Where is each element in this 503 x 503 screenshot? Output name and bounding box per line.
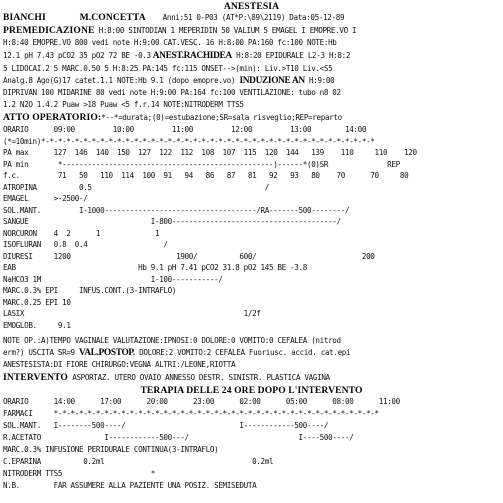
intervento-line [3, 373, 330, 383]
atto-line [3, 113, 342, 123]
op-row: LASIX 1/2f [3, 309, 261, 318]
note-line-1: NOTE OP.:A)TEMPO VAGINALE VALUTAZIONE:IPNOSI:0 DOLORE:0 VOMITO:0 CEFALEA (nitrod [3, 336, 341, 345]
op-row: f.c. 71 50 110 114 100 91 94 86 87 81 92 93 80 70 70 80 [3, 171, 409, 180]
premed-text-1: H:8:00 SINTODIAN 1 MEPERIDIN 50 VALIUM 5 EMAGEL I EMOPRE.VO I [94, 26, 357, 35]
premed-text-3a: 12.1 pH 7.43 pCO2 35 pO2 72 BE -0.3 [3, 51, 151, 60]
premed-label: PREMEDICAZIONE [3, 25, 95, 36]
therapy-row: FARMACI *-*-*-*-*-*-*-*-*-*-*-*-*-*-*-*-*-*-*-*-*-*-*-*-*-*-*-*-*-*-*-*-*-*-*-*-*-*-* [3, 409, 379, 418]
note-line-2 [3, 348, 350, 358]
atto-legend: *--*=durata;(0)=estubazione;SR=sala risveglio;REP=reparto [101, 113, 342, 122]
rachid-label: ANEST.RACHIDEA [152, 51, 232, 61]
note-text-2a: erm?) USCITA SR=9 [3, 348, 75, 357]
patient-info: Anni:51 0-P03 (AT*P:\89\2119) Data:05-12-89 [162, 13, 345, 22]
premed-line-4: 5 LIDOCAI.2 5 MARC.0.50 5 H:8:25 PA:145 fc:115 ONSET-->(min): Liv.>T10 Liv.<S5 [3, 64, 333, 73]
anestesista-line: ANESTESISTA:DI FIORE CHIRURGO:VEGNA ALTRI:/LEONE,RIOTTA [3, 360, 236, 369]
therapy-row: C.EPARINA 0.2ml 0.2ml [3, 457, 274, 466]
intervento-label: INTERVENTO [3, 372, 68, 383]
op-row: MARC.0.25 EPI 10 [3, 297, 71, 307]
op-row: PA min *--------------------------------------------------)------*(0)SR REP [3, 159, 400, 169]
premed-line-5 [3, 76, 334, 86]
patient-name: M.CONCETTA [79, 12, 146, 23]
op-row: PA max 127 146 140 150 127 122 112 108 107 115 120 144 139 110 110 120 [3, 148, 417, 157]
premed-line-7: 1.2 N2O 1.4.2 Puaw >18 Puaw <5 f.r.14 NOTE:NITRODERM TTS5 [3, 100, 244, 109]
induzione-label: INDUZIONE AN [239, 76, 305, 86]
premed-text-5a: Analg.8 Ago(G)17 catet.1.1 NOTE:Hb 9.1 (dopo emopre.vo) [3, 76, 236, 85]
op-row: DIURESI 1200 1900/ 600/ 200 [3, 251, 375, 261]
atto-label: ATTO OPERATORIO: [3, 112, 102, 123]
op-row: EMOGLOB. 9.1 [3, 320, 71, 330]
therapy-row: R.ACETATO I------------500---/ I----500----/ [3, 433, 354, 442]
premed-line-6: DIPRIVAN 100 MIDARINE 80 vedi note H:9:00 PA:164 fc:100 VENTILAZIONE: tubo n8 02 [3, 88, 341, 97]
therapy-row: NITRODERM TTS5 * [3, 469, 155, 478]
therapy-row: SOL.MANT. I--------500----/ I------------500----/ [3, 421, 329, 430]
document-title: ANESTESIA [223, 1, 280, 12]
op-row: NaHCO3 1M I-100-----------/ [3, 274, 223, 284]
op-row: EAB Hb 9.1 pH 7.41 pCO2 31.8 pO2 145 BE -3.8 [3, 263, 307, 272]
premed-text-3b: H:8:20 EPIDURALE L2-3 H:8:2 [236, 51, 351, 60]
premed-text-5b: H:9:00 [309, 76, 335, 85]
therapy-row: N.B. FAR ASSUMERE ALLA PAZIENTE UNA POSIZ. SEMISEDUTA [3, 481, 257, 490]
valpost-label: VAL.POSTOP. [79, 348, 135, 358]
op-row: NORCURON 4 2 1 1 [3, 228, 160, 238]
note-text-2b: DOLORE:2 VOMITO:2 CEFALEA Fuoriusc. accid. cat.epi [139, 348, 351, 357]
patient-surname: BIANCHI [3, 12, 46, 23]
therapy-title: TERAPIA DELLE 24 ORE DOPO L'INTERVENTO [140, 385, 363, 396]
premed-line-3 [3, 51, 350, 61]
premed-line-1 [3, 26, 356, 36]
op-row: SOL.MANT. I-1000------------------------------------/RA-------500--------/ [3, 205, 350, 215]
op-row: EMAGEL >-2500-/ [3, 194, 88, 203]
therapy-row: ORARIO 14:00 17:00 20:00 23:00 02:00 05:00 08:00 11:00 [3, 397, 400, 406]
therapy-row: MARC.0.3% INFUSIONE PERIDURALE CONTINUA(3-INTRAFLO) [3, 445, 219, 454]
patient-line [3, 13, 344, 23]
op-row: ORARIO 09:00 10:00 11:00 12:00 13:00 14:00 [3, 125, 367, 134]
op-row: (*=10min)*-*-*-*-*-*-*-*-*-*-*-*-*-*-*-*-*-*-*-*-*-*-*-*-*-*-*-*-*-*-*-*-*-*-*-*-*-*-*-* [3, 136, 375, 146]
premed-line-2: H:8:40 EMOPRE.VO 800 vedi note H:9:00 CAT.VESC. 16 H:8:00 PA:160 fc:100 NOTE:Hb [3, 38, 337, 47]
op-row: MARC.0.3% EPI INFUS.CONT.(3-INTRAFLO) [3, 286, 177, 295]
op-row: ATROPINA 0.5 / [3, 182, 269, 192]
op-row: SANGUE I-800---------------------------------------/ [3, 217, 341, 226]
intervento-text: ASPORTAZ. UTERO OVAIO ANNESSO DESTR. SINISTR. PLASTICA VAGINA [72, 373, 330, 382]
op-row: ISOFLURAN 0.8 0.4 / [3, 240, 168, 249]
